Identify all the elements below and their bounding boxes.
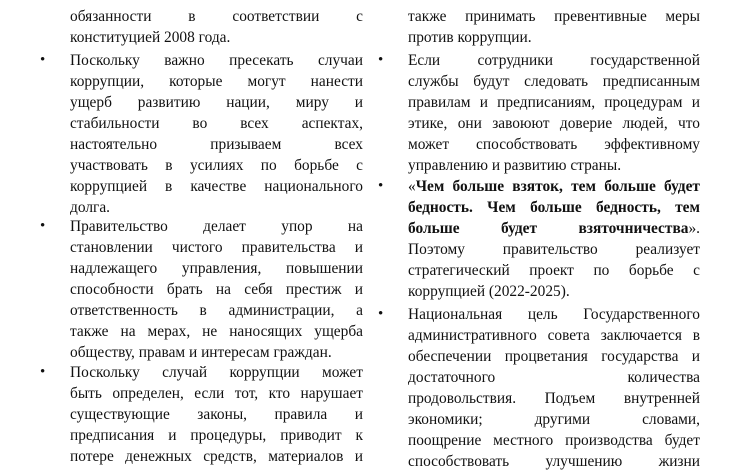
text-line: Поэтому правительство реализует — [408, 241, 700, 258]
text-line: Поскольку случай коррупции может — [70, 364, 363, 381]
bullet-icon: • — [40, 218, 46, 234]
quote-line — [408, 176, 700, 197]
bullet-icon: • — [40, 364, 46, 380]
text-line: этике, они завоюют доверие людей, что — [408, 115, 700, 132]
text-line: может способствовать эффективному — [408, 136, 700, 153]
text-line: обязанности в соответствии с — [70, 8, 363, 25]
quote-open: « — [408, 178, 416, 195]
text-line: Национальная цель Государственного — [408, 306, 700, 323]
text-line: продовольствия. Подъем внутренней — [408, 390, 700, 407]
text-line: становлении чистого правительства и — [70, 239, 363, 256]
bullet-icon: • — [378, 52, 384, 68]
text-line: обеспечении процветания государства и — [408, 348, 700, 365]
text-line: коррупции, которые могут нанести — [70, 73, 363, 90]
text-line: коррупцией в качестве национального — [70, 178, 363, 195]
text-line: коррупцией (2022-2025). — [408, 283, 570, 300]
text-line: против коррупции. — [408, 29, 532, 46]
text-line: управлению и развитию страны. — [408, 157, 622, 174]
text-line: также принимать превентивные меры — [408, 8, 700, 25]
quote-text: больше будет взяточничества — [408, 220, 689, 237]
text-line: Поскольку важно пресекать случаи — [70, 52, 363, 69]
bullet-icon: • — [378, 178, 384, 194]
text-line: ущерб развитию нации, миру и — [70, 94, 363, 111]
text-line: стабильности во всех аспектах, — [70, 115, 363, 132]
text-line: настоятельно призываем всех — [70, 136, 363, 153]
text-line: быть определен, если тот, кто нарушает — [70, 385, 363, 402]
text-line: также на мерах, не наносящих ущерба — [70, 323, 363, 340]
text-line: участвовать в усилиях по борьбе с — [70, 157, 363, 174]
text-line: службы будут следовать предписанным — [408, 73, 700, 90]
text-line: ответственность в администрации, а — [70, 302, 363, 319]
quote-text: Чем больше взяток, тем больше будет — [415, 178, 700, 195]
text-line: конституцией 2008 года. — [70, 29, 231, 46]
text-line: Если сотрудники государственной — [408, 52, 700, 69]
text-line: способствовать улучшению жизни — [408, 453, 700, 470]
bullet-icon: • — [40, 52, 46, 68]
text-line: стратегический проект по борьбе с — [408, 262, 700, 279]
text-line: административного совета заключается в — [408, 327, 700, 344]
text-line: долга. — [70, 199, 110, 216]
text-line: существующие законы, правила и — [70, 406, 363, 423]
quote-close: ». — [688, 220, 700, 237]
text-line: обществу, правам и интересам граждан. — [70, 344, 332, 361]
text-line: экономики; другими словами, — [408, 411, 700, 428]
bullet-icon: • — [378, 306, 384, 322]
text-line: потере денежных средств, материалов и — [70, 448, 363, 465]
text-line: поощрение местного производства будет — [408, 432, 700, 449]
text-line: способности брать на себя престиж и — [70, 281, 363, 298]
text-line: надлежащего управления, повышении — [70, 260, 363, 277]
quote-line — [408, 218, 700, 239]
text-line: Правительство делает упор на — [70, 218, 363, 235]
text-line: предписания и процедуры, приводит к — [70, 427, 363, 444]
quote-line: бедность. Чем больше бедность, тем — [408, 199, 700, 216]
text-line: достаточного количества — [408, 369, 700, 386]
text-line: правилам и предписаниям, процедурам и — [408, 94, 700, 111]
